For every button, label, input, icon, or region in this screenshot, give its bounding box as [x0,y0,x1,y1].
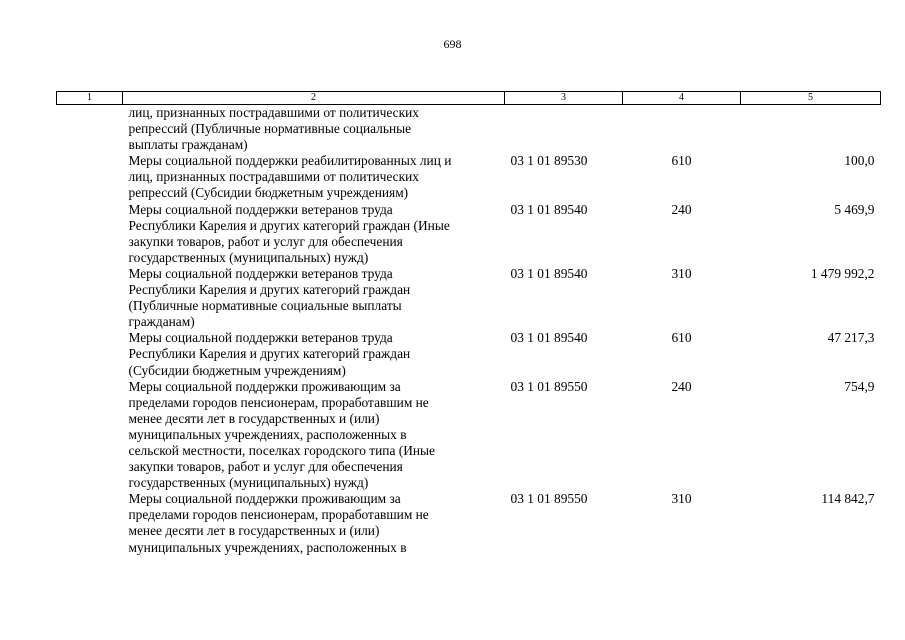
expense-name-line: Меры социальной поддержки проживающим за [128,491,401,507]
expense-name-line: репрессий (Субсидии бюджетным учреждениям) [128,185,409,201]
expense-name-cell [123,105,505,154]
expense-name-line: гражданам) [128,314,195,330]
expense-name-line: государственных (муниципальных) нужд) [128,249,369,265]
expense-name-line: Меры социальной поддержки реабилитированных лиц и [128,153,452,169]
expense-kind-cell: 310 [671,265,692,281]
row-number-cell [57,379,123,492]
row-number-cell [57,105,123,154]
expense-name-line: закупки товаров, работ и услуг для обеспечения [128,459,403,475]
row-number-cell [57,491,123,555]
target-code-cell: 03 1 01 89540 [510,265,588,281]
table-row [57,105,881,154]
amount-cell: 47 217,3 [827,330,875,346]
expense-name-line: государственных (муниципальных) нужд) [128,475,369,491]
expense-name-line: муниципальных учреждениях, расположенных в [128,539,407,555]
expense-name-cell [123,266,505,330]
target-code-cell [505,105,623,154]
target-code-cell: 03 1 01 89550 [510,378,588,394]
target-code-cell: 03 1 01 89530 [510,153,588,169]
row-number-cell [57,153,123,201]
table-row [57,266,881,330]
expense-name-line: закупки товаров, работ и услуг для обеспечения [128,233,403,249]
expense-name-line: менее десяти лет в государственных и (или) [128,410,380,426]
amount-cell [741,105,881,154]
amount-cell: 754,9 [844,378,875,394]
expense-name-line: пределами городов пенсионерам, проработавшим не [128,507,429,523]
expense-name-cell [123,491,505,555]
expense-name-line: менее десяти лет в государственных и (или) [128,523,380,539]
expense-name-line: Республики Карелия и других категорий граждан (Иные [128,217,450,233]
expense-name-line: Меры социальной поддержки ветеранов труда [128,330,393,346]
column-header-1: 1 [57,92,123,105]
amount-cell: 1 479 992,2 [810,265,875,281]
expense-name-line: Республики Карелия и других категорий граждан [128,346,411,362]
expense-name-line: (Публичные нормативные социальные выплаты [128,298,402,314]
expense-kind-cell [623,105,741,154]
page-number: 698 [443,37,462,51]
target-code-cell: 03 1 01 89550 [510,491,588,507]
column-header-4: 4 [623,92,741,105]
expense-name-line: Республики Карелия и других категорий граждан [128,282,411,298]
expense-name-line: репрессий (Публичные нормативные социальные [128,121,412,137]
expense-name-line: лиц, признанных пострадавшими от политических [128,169,419,185]
expense-name-cell [123,202,505,266]
expense-kind-cell: 240 [671,201,692,217]
expense-name-line: пределами городов пенсионерам, проработавшим не [128,394,429,410]
table-row [57,202,881,266]
expense-name-line: выплаты гражданам) [128,137,248,153]
table-row [57,491,881,555]
table-row [57,379,881,492]
amount-cell: 100,0 [844,153,875,169]
row-number-cell [57,266,123,330]
expense-name-line: сельской местности, поселках городского типа (Иные [128,442,435,458]
table-header-row [57,92,881,105]
expense-name-cell [123,153,505,201]
expense-name-line: Меры социальной поддержки проживающим за [128,378,401,394]
expense-name-line: Меры социальной поддержки ветеранов труда [128,201,393,217]
table-row [57,153,881,201]
budget-table [56,91,881,556]
expense-kind-cell: 240 [671,378,692,394]
expense-name-line: муниципальных учреждениях, расположенных в [128,426,407,442]
expense-name-line: лиц, признанных пострадавшими от политических [128,105,419,120]
column-header-2: 2 [123,92,505,105]
row-number-cell [57,330,123,378]
expense-name-line: (Субсидии бюджетным учреждениям) [128,362,346,378]
column-header-3: 3 [505,92,623,105]
expense-kind-cell: 610 [671,330,692,346]
row-number-cell [57,202,123,266]
expense-name-line: Меры социальной поддержки ветеранов труда [128,265,393,281]
amount-cell: 114 842,7 [821,491,875,507]
target-code-cell: 03 1 01 89540 [510,201,588,217]
expense-name-cell [123,379,505,492]
expense-kind-cell: 310 [671,491,692,507]
expense-name-cell [123,330,505,378]
table-row [57,330,881,378]
amount-cell: 5 469,9 [834,201,875,217]
expense-kind-cell: 610 [671,153,692,169]
target-code-cell: 03 1 01 89540 [510,330,588,346]
column-header-5: 5 [741,92,881,105]
